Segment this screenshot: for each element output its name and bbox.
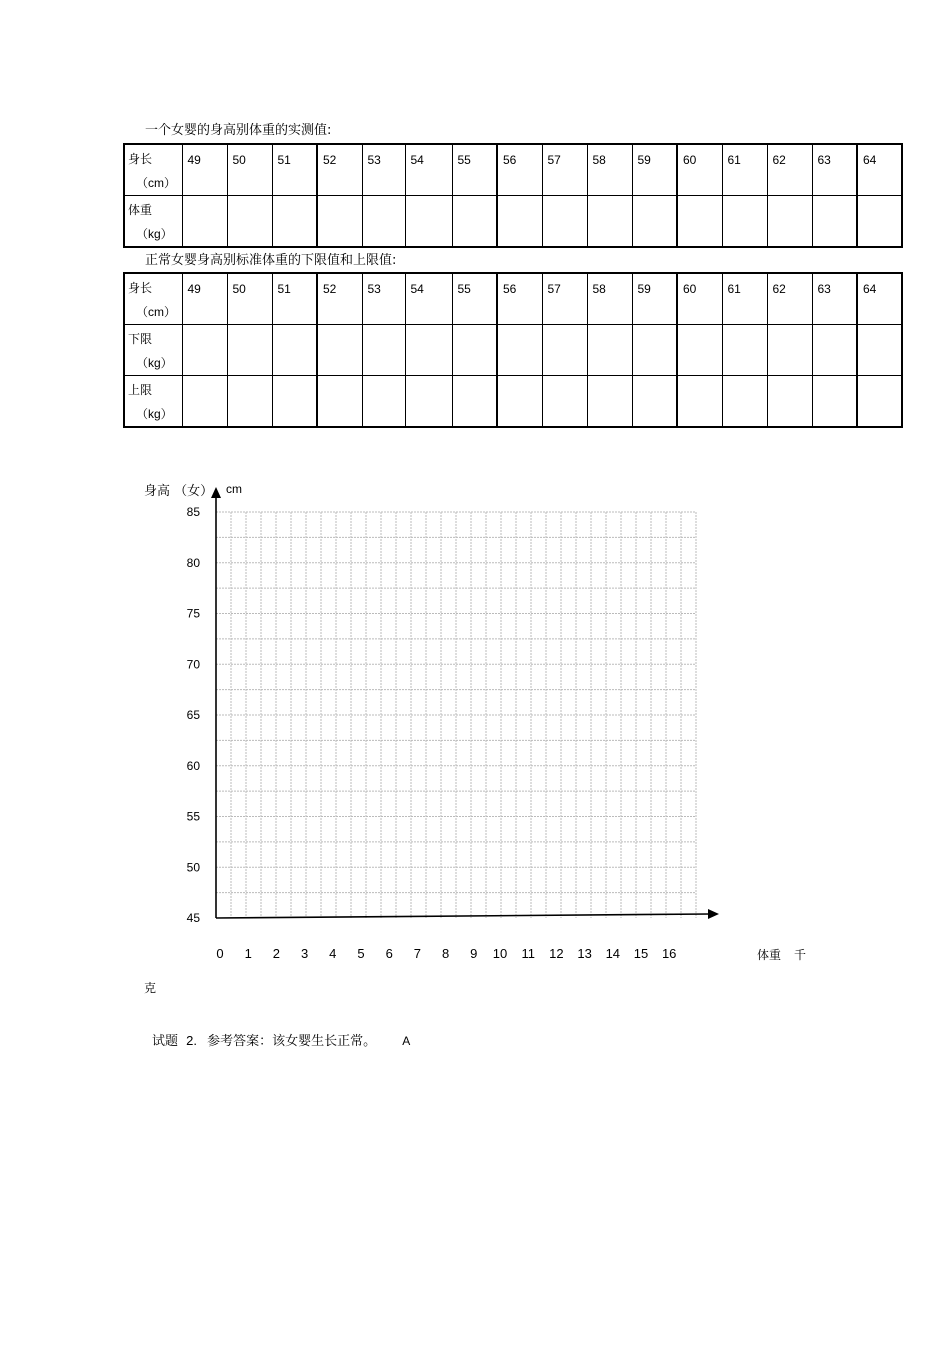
y-tick-label: 55 <box>186 809 200 824</box>
x-tick-label: 6 <box>385 946 393 961</box>
height-value-cell: 58 <box>587 273 632 325</box>
height-value-cell: 57 <box>542 144 587 196</box>
row-header-label: 身长 <box>128 281 153 295</box>
x-tick-label: 4 <box>329 946 337 961</box>
table2-caption: 正常女婴身高别标准体重的下限值和上限值: <box>145 253 397 268</box>
x-tick-label: 12 <box>549 946 564 961</box>
x-tick-label: 16 <box>661 946 677 961</box>
x-tick-label: 7 <box>413 946 422 961</box>
x-tick-label: 8 <box>441 946 450 961</box>
height-value-cell: 61 <box>722 273 767 325</box>
height-value-cell: 51 <box>272 273 317 325</box>
y-axis-arrow-icon <box>211 487 221 498</box>
y-tick-label: 60 <box>186 758 200 773</box>
height-value-cell: 63 <box>812 144 857 196</box>
height-value-cell: 64 <box>857 273 902 325</box>
answer-label: 试题 <box>152 1034 179 1049</box>
row-header-label: 身长 <box>128 152 153 166</box>
row-header-unit: （cm） <box>136 305 176 319</box>
x-tick-label: 11 <box>521 946 535 961</box>
answer-number: 2. <box>186 1033 197 1048</box>
height-value-cell: 51 <box>272 144 317 196</box>
x-axis-title-kilo: 千 <box>794 948 807 962</box>
x-axis-title-weight: 体重 <box>757 948 782 962</box>
row-header-unit: （kg） <box>136 356 173 370</box>
x-tick-label: 3 <box>300 946 309 961</box>
y-tick-label: 65 <box>186 708 200 722</box>
row-header-label: 下限 <box>128 332 153 346</box>
y-tick-label: 45 <box>186 911 200 925</box>
answer-mark: A <box>402 1034 411 1048</box>
x-tick-label: 2 <box>272 946 281 961</box>
height-value-cell: 59 <box>632 144 677 196</box>
answer-line <box>152 1030 410 1049</box>
x-tick-label: 13 <box>577 946 592 961</box>
height-value-cell: 50 <box>227 273 272 325</box>
table1-caption: 一个女婴的身高别体重的实测值: <box>145 123 332 138</box>
height-value-cell: 62 <box>767 144 812 196</box>
x-axis-title-gram: 克 <box>144 981 157 995</box>
x-tick-label: 9 <box>470 946 478 961</box>
height-value-cell: 60 <box>677 273 722 325</box>
x-tick-label: 5 <box>357 946 365 961</box>
x-tick-label: 0 <box>216 946 224 961</box>
y-tick-label: 50 <box>186 860 200 875</box>
y-tick-label: 80 <box>186 555 200 570</box>
x-tick-label: 15 <box>633 946 649 961</box>
height-value-cell: 60 <box>677 144 722 196</box>
height-value-cell: 54 <box>405 144 452 196</box>
height-value-cell: 53 <box>362 273 405 325</box>
height-value-cell: 55 <box>452 273 497 325</box>
x-axis-arrow-icon <box>708 909 719 919</box>
height-value-cell: 50 <box>227 144 272 196</box>
y-axis-unit: cm <box>226 482 242 496</box>
x-tick-label: 10 <box>492 946 508 961</box>
height-value-cell: 49 <box>182 144 227 196</box>
x-tick-label: 14 <box>605 946 621 961</box>
x-tick-label: 1 <box>244 946 252 961</box>
height-value-cell: 62 <box>767 273 812 325</box>
height-value-cell: 57 <box>542 273 587 325</box>
height-value-cell: 54 <box>405 273 452 325</box>
row-header-label: 上限 <box>128 383 153 397</box>
y-tick-label: 85 <box>186 505 200 519</box>
y-axis-title: 身高 （女） <box>144 484 214 499</box>
y-tick-label: 70 <box>186 657 200 672</box>
height-value-cell: 56 <box>497 273 542 325</box>
height-value-cell: 55 <box>452 144 497 196</box>
height-value-cell: 61 <box>722 144 767 196</box>
row-header-label: 体重 <box>128 203 153 217</box>
answer-text: 参考答案：该女婴生长正常。 <box>207 1034 377 1049</box>
height-value-cell: 64 <box>857 144 902 196</box>
height-value-cell: 49 <box>182 273 227 325</box>
height-value-cell: 59 <box>632 273 677 325</box>
row-header-unit: （cm） <box>136 176 176 190</box>
row-header-unit: （kg） <box>136 407 173 421</box>
height-value-cell: 52 <box>317 273 362 325</box>
y-tick-label: 75 <box>186 606 200 621</box>
height-value-cell: 56 <box>497 144 542 196</box>
height-value-cell: 52 <box>317 144 362 196</box>
height-value-cell: 53 <box>362 144 405 196</box>
row-header-unit: （kg） <box>136 227 173 241</box>
height-value-cell: 58 <box>587 144 632 196</box>
height-value-cell: 63 <box>812 273 857 325</box>
